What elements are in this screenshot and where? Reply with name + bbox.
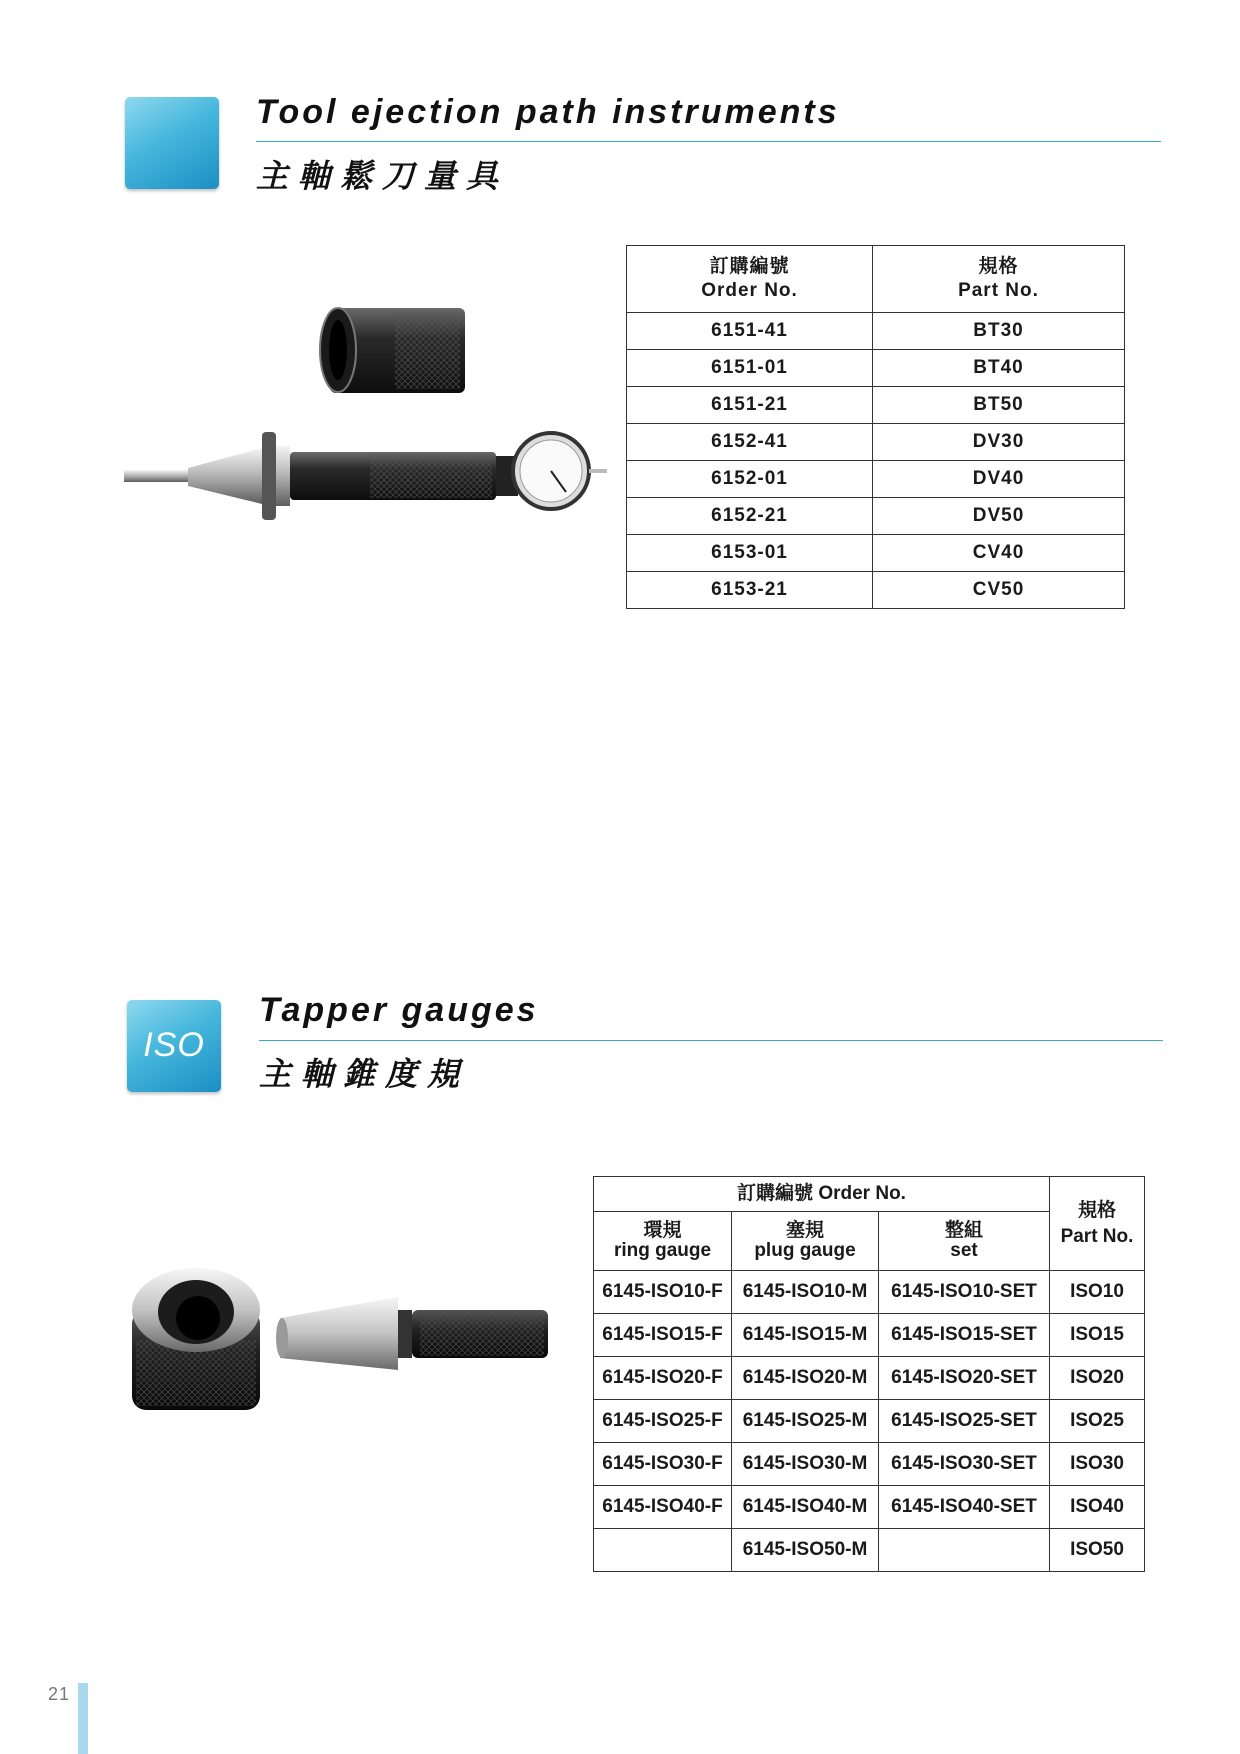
header-ring-zh: 環規: [643, 1220, 682, 1241]
table-row: [627, 387, 1125, 424]
set-cell: 6145-ISO10-SET: [879, 1271, 1050, 1314]
ring-cell: 6145-ISO20-F: [594, 1357, 732, 1400]
section-title-zh: 主軸錐度規: [259, 1055, 470, 1093]
plug-cell: 6145-ISO50-M: [732, 1529, 879, 1572]
table-row: [627, 535, 1125, 572]
set-cell: 6145-ISO40-SET: [879, 1486, 1050, 1529]
part-cell: BT30: [873, 313, 1125, 350]
table-row: [627, 313, 1125, 350]
table-row: [627, 424, 1125, 461]
part-cell: ISO15: [1050, 1314, 1145, 1357]
ring-cell: 6145-ISO15-F: [594, 1314, 732, 1357]
header-set-en: set: [950, 1240, 978, 1261]
set-cell: 6145-ISO30-SET: [879, 1443, 1050, 1486]
plug-cell: 6145-ISO25-M: [732, 1400, 879, 1443]
header-order-no: [627, 246, 873, 313]
part-cell: CV50: [873, 572, 1125, 609]
ring-cell: 6145-ISO25-F: [594, 1400, 732, 1443]
iso-badge-label: ISO: [143, 1026, 205, 1064]
part-cell: DV50: [873, 498, 1125, 535]
order-cell: 6153-01: [627, 535, 873, 572]
table-row: [594, 1400, 1145, 1443]
title-rule: [256, 141, 1161, 142]
header-part-no: [873, 246, 1125, 313]
part-cell: ISO25: [1050, 1400, 1145, 1443]
table-row: [594, 1486, 1145, 1529]
table-row: [627, 350, 1125, 387]
set-cell: [879, 1529, 1050, 1572]
header-ring-gauge: [594, 1212, 732, 1271]
plug-cell: 6145-ISO15-M: [732, 1314, 879, 1357]
plug-gauge-part: [276, 1297, 548, 1370]
plug-cell: 6145-ISO40-M: [732, 1486, 879, 1529]
part-cell: BT40: [873, 350, 1125, 387]
plug-cell: 6145-ISO30-M: [732, 1443, 879, 1486]
table-row: [594, 1314, 1145, 1357]
iso-badge: [127, 1000, 221, 1092]
table-header-row: [627, 246, 1125, 313]
order-cell: 6151-01: [627, 350, 873, 387]
header-part-en: Part No.: [958, 280, 1039, 301]
section-title-en: Tool ejection path instruments: [256, 93, 840, 131]
title-rule: [259, 1040, 1163, 1041]
ring-cell: 6145-ISO10-F: [594, 1271, 732, 1314]
header-part-en: Part No.: [1060, 1225, 1134, 1247]
table-row: [594, 1443, 1145, 1486]
part-cell: CV40: [873, 535, 1125, 572]
part-cell: ISO30: [1050, 1443, 1145, 1486]
plug-cell: 6145-ISO20-M: [732, 1357, 879, 1400]
set-cell: 6145-ISO25-SET: [879, 1400, 1050, 1443]
header-part-zh: 規格: [978, 256, 1019, 277]
header-part-zh: 規格: [1077, 1199, 1116, 1221]
taper-gauge-spec-table: [593, 1176, 1145, 1572]
plug-cell: 6145-ISO10-M: [732, 1271, 879, 1314]
section-icon-tool-ejection: [125, 97, 219, 189]
set-cell: 6145-ISO20-SET: [879, 1357, 1050, 1400]
ring-gauge-part: [132, 1268, 260, 1410]
page-number: 21: [48, 1684, 71, 1704]
table-row: [627, 498, 1125, 535]
header-order-en: Order No.: [701, 280, 798, 301]
section-title-en: Tapper gauges: [259, 991, 539, 1029]
sleeve-part: [320, 308, 465, 393]
order-cell: 6151-21: [627, 387, 873, 424]
order-cell: 6152-01: [627, 461, 873, 498]
table-row: [594, 1357, 1145, 1400]
tool-ejection-spec-table: [626, 245, 1125, 609]
header-set: [879, 1212, 1050, 1271]
table-row: [627, 572, 1125, 609]
order-cell: 6153-21: [627, 572, 873, 609]
order-cell: 6152-21: [627, 498, 873, 535]
ejection-gauge-part: [124, 432, 607, 520]
order-cell: 6151-41: [627, 313, 873, 350]
section-title-zh: 主軸鬆刀量具: [256, 157, 509, 195]
part-cell: ISO10: [1050, 1271, 1145, 1314]
table-row: [594, 1529, 1145, 1572]
page-bar: [78, 1683, 88, 1754]
ring-cell: 6145-ISO30-F: [594, 1443, 732, 1486]
part-cell: ISO40: [1050, 1486, 1145, 1529]
table-row: [627, 461, 1125, 498]
header-order-zh: 訂購編號: [709, 256, 790, 277]
header-part-no: [1050, 1177, 1145, 1271]
set-cell: 6145-ISO15-SET: [879, 1314, 1050, 1357]
header-plug-en: plug gauge: [754, 1240, 856, 1261]
header-plug-zh: 塞規: [785, 1220, 824, 1241]
part-cell: BT50: [873, 387, 1125, 424]
part-cell: DV30: [873, 424, 1125, 461]
ring-cell: 6145-ISO40-F: [594, 1486, 732, 1529]
part-cell: ISO50: [1050, 1529, 1145, 1572]
table-header-row: [594, 1177, 1145, 1212]
header-ring-en: ring gauge: [613, 1240, 712, 1261]
header-set-zh: 整組: [944, 1220, 983, 1241]
ring-cell: [594, 1529, 732, 1572]
order-cell: 6152-41: [627, 424, 873, 461]
part-cell: ISO20: [1050, 1357, 1145, 1400]
header-plug-gauge: [732, 1212, 879, 1271]
table-row: [594, 1271, 1145, 1314]
part-cell: DV40: [873, 461, 1125, 498]
header-order-no: 訂購編號 Order No.: [594, 1177, 1050, 1212]
